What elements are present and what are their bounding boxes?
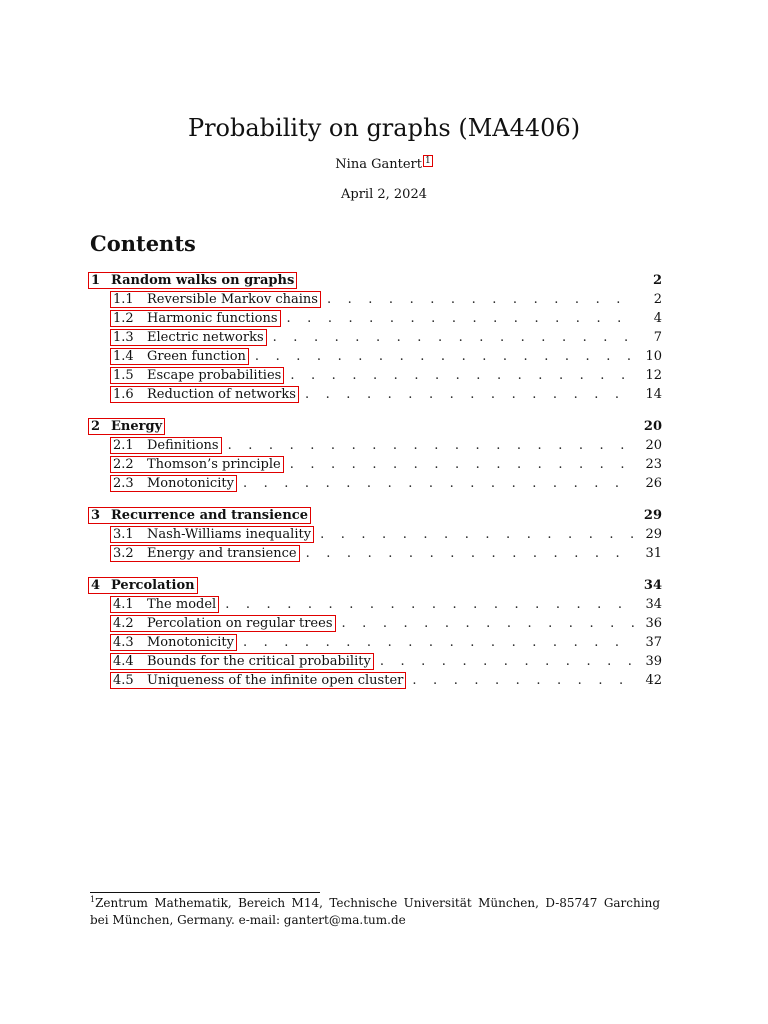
author-name: Nina Gantert	[335, 157, 422, 172]
toc-chapter-row	[88, 576, 662, 595]
section-number: 2.1	[113, 438, 134, 453]
document-title: Probability on graphs (MA4406)	[187, 114, 581, 142]
toc-section-row	[88, 614, 662, 633]
section-page-number: 36	[645, 616, 662, 631]
chapter-number: 3	[91, 508, 101, 523]
dot-leader	[300, 544, 634, 563]
section-number: 4.5	[113, 673, 134, 688]
toc-section-link[interactable]	[110, 672, 406, 689]
section-title: Electric networks	[147, 330, 264, 345]
section-page-number: 7	[653, 330, 662, 345]
section-title: Percolation on regular trees	[147, 616, 333, 631]
toc-chapter-link[interactable]	[88, 577, 198, 594]
document-date: April 2, 2024	[341, 187, 427, 202]
section-title: The model	[147, 597, 217, 612]
dot-leader	[284, 455, 634, 474]
toc-section-row	[88, 328, 662, 347]
toc-section-row	[88, 436, 662, 455]
toc-section-row	[88, 290, 662, 309]
dot-leader	[249, 347, 634, 366]
chapter-title: Recurrence and transience	[111, 508, 308, 523]
toc-section-row	[88, 366, 662, 385]
footnote-text: Zentrum Mathematik, Bereich M14, Technische Universität München, D-85747 Garching bei München, Germany. e-mail: gantert@ma.tum.de	[90, 896, 660, 927]
dot-leader	[237, 474, 634, 493]
section-title: Uniqueness of the infinite open cluster	[147, 673, 404, 688]
chapter-page-number: 34	[643, 578, 662, 593]
section-number: 4.4	[113, 654, 134, 669]
section-number: 2.3	[113, 476, 134, 491]
chapter-title: Percolation	[111, 578, 195, 593]
section-page-number: 31	[645, 546, 662, 561]
table-of-contents	[88, 271, 662, 703]
section-number: 1.1	[113, 292, 134, 307]
chapter-number: 4	[91, 578, 101, 593]
section-page-number: 20	[645, 438, 662, 453]
section-number: 2.2	[113, 457, 134, 472]
toc-section-link[interactable]	[110, 615, 336, 632]
toc-section-link[interactable]	[110, 596, 219, 613]
section-title: Nash-Williams inequality	[147, 527, 312, 542]
section-title: Reversible Markov chains	[147, 292, 318, 307]
chapter-number: 2	[91, 419, 101, 434]
toc-section-row	[88, 544, 662, 563]
section-title: Harmonic functions	[147, 311, 278, 326]
toc-section-link[interactable]	[110, 475, 237, 492]
section-title: Bounds for the critical probability	[147, 654, 371, 669]
footnote-rule	[90, 892, 320, 893]
chapter-page-number: 2	[652, 273, 662, 288]
toc-chapter-3	[88, 506, 662, 563]
dot-leader	[321, 290, 634, 309]
dot-leader	[406, 671, 634, 690]
author-footnote-link[interactable]: 1	[424, 156, 431, 166]
section-number: 1.6	[113, 387, 134, 402]
dot-leader	[284, 366, 634, 385]
section-page-number: 10	[645, 349, 662, 364]
dot-leader	[281, 309, 635, 328]
section-page-number: 12	[645, 368, 662, 383]
section-title: Green function	[147, 349, 246, 364]
section-page-number: 4	[653, 311, 662, 326]
section-page-number: 42	[645, 673, 662, 688]
section-title: Escape probabilities	[147, 368, 282, 383]
toc-section-link[interactable]	[110, 367, 284, 384]
section-page-number: 39	[645, 654, 662, 669]
contents-heading: Contents	[90, 231, 196, 256]
toc-chapter-2	[88, 417, 662, 493]
chapter-page-number: 20	[643, 419, 662, 434]
dot-leader	[374, 652, 634, 671]
section-title: Monotonicity	[147, 476, 234, 491]
toc-section-link[interactable]	[110, 526, 314, 543]
toc-section-row	[88, 385, 662, 404]
toc-section-row	[88, 474, 662, 493]
section-title: Monotonicity	[147, 635, 234, 650]
toc-section-link[interactable]	[110, 437, 222, 454]
author-line	[0, 155, 768, 174]
section-number: 4.2	[113, 616, 134, 631]
chapter-title: Energy	[111, 419, 163, 434]
section-title: Energy and transience	[147, 546, 297, 561]
section-page-number: 29	[645, 527, 662, 542]
chapter-number: 1	[91, 273, 101, 288]
toc-chapter-1	[88, 271, 662, 404]
section-page-number: 23	[645, 457, 662, 472]
dot-leader	[219, 595, 634, 614]
footnote-mark: 1	[90, 895, 96, 904]
toc-chapter-link[interactable]	[88, 272, 297, 289]
toc-section-link[interactable]	[110, 329, 267, 346]
toc-section-link[interactable]	[110, 634, 237, 651]
dot-leader	[299, 385, 634, 404]
toc-section-link[interactable]	[110, 291, 321, 308]
section-number: 1.4	[113, 349, 134, 364]
toc-chapter-link[interactable]	[88, 507, 311, 524]
section-number: 3.2	[113, 546, 134, 561]
section-title: Thomson’s principle	[147, 457, 281, 472]
dot-leader	[237, 633, 634, 652]
toc-chapter-link[interactable]	[88, 418, 165, 435]
toc-chapter-4	[88, 576, 662, 690]
toc-section-row	[88, 347, 662, 366]
toc-section-row	[88, 455, 662, 474]
section-page-number: 34	[645, 597, 662, 612]
toc-section-link[interactable]	[110, 386, 299, 403]
toc-section-link[interactable]	[110, 653, 374, 670]
footnote	[90, 895, 660, 929]
toc-section-link[interactable]	[110, 545, 300, 562]
chapter-title: Random walks on graphs	[111, 273, 295, 288]
toc-section-row	[88, 633, 662, 652]
toc-chapter-row	[88, 506, 662, 525]
toc-section-row	[88, 595, 662, 614]
section-number: 1.2	[113, 311, 134, 326]
toc-section-link[interactable]	[110, 310, 281, 327]
dot-leader	[267, 328, 634, 347]
dot-leader	[314, 525, 634, 544]
toc-section-link[interactable]	[110, 456, 284, 473]
section-number: 4.1	[113, 597, 134, 612]
toc-chapter-row	[88, 417, 662, 436]
section-page-number: 2	[653, 292, 662, 307]
section-number: 1.5	[113, 368, 134, 383]
chapter-page-number: 29	[643, 508, 662, 523]
section-title: Definitions	[147, 438, 219, 453]
section-title: Reduction of networks	[147, 387, 296, 402]
section-number: 3.1	[113, 527, 134, 542]
section-page-number: 37	[645, 635, 662, 650]
dot-leader	[222, 436, 634, 455]
toc-section-link[interactable]	[110, 348, 249, 365]
dot-leader	[336, 614, 635, 633]
toc-section-row	[88, 525, 662, 544]
toc-section-row	[88, 309, 662, 328]
toc-section-row	[88, 652, 662, 671]
section-number: 4.3	[113, 635, 134, 650]
toc-chapter-row	[88, 271, 662, 290]
toc-section-row	[88, 671, 662, 690]
section-page-number: 14	[645, 387, 662, 402]
section-number: 1.3	[113, 330, 134, 345]
section-page-number: 26	[645, 476, 662, 491]
